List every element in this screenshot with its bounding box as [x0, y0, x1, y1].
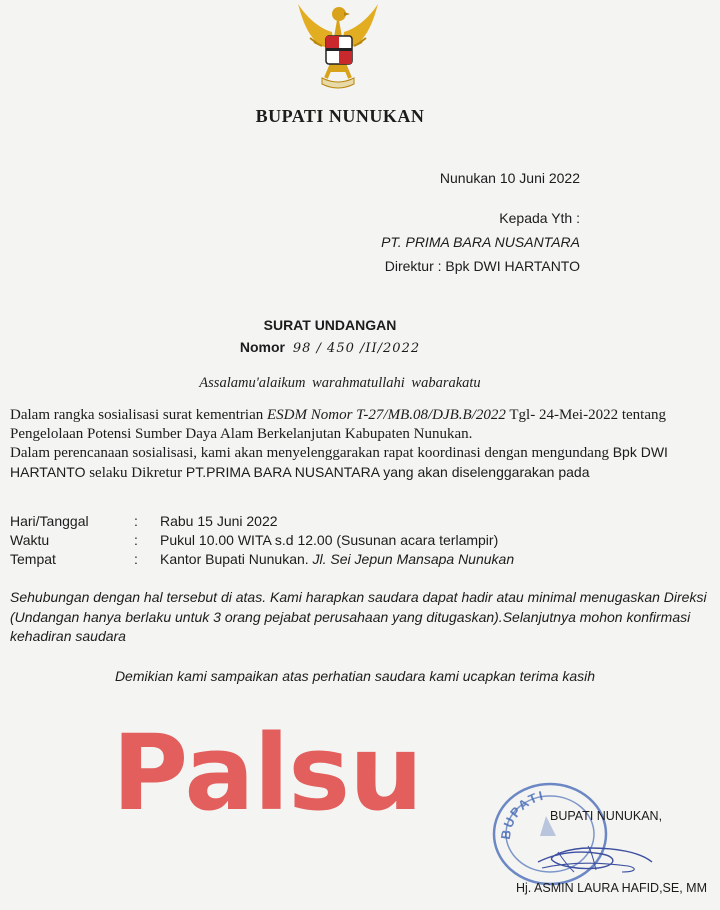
letter-date: Nunukan 10 Juni 2022 — [439, 170, 580, 186]
detail-label: Waktu — [10, 532, 50, 548]
signatory-name: Hj. ASMIN LAURA HAFID,SE, MM — [516, 881, 708, 895]
garuda-emblem-icon — [288, 2, 388, 94]
body-p2-text-end: yang akan diselenggarakan pada — [379, 463, 590, 480]
body-p1-text-end: Tgl- 24-Mei-2022 tentang Pengelolaan Potensi Sumber Daya Alam Berkelanjutan Kabupaten Nunukan. — [10, 407, 666, 442]
body-paragraph-2 — [10, 443, 710, 482]
fake-watermark: Palsu — [112, 712, 423, 834]
body-p2-invitee: Bpk DWI HARTANTO — [10, 444, 668, 480]
detail-label: Tempat — [10, 551, 56, 567]
detail-value: Pukul 10.00 WITA s.d 12.00 (Susunan acara terlampir) — [160, 532, 499, 548]
detail-row-place — [10, 550, 514, 569]
closing-paragraph: Sehubungan dengan hal tersebut di atas. Kami harapkan saudara dapat hadir atau minimal menugaskan Direksi (Undangan hanya berlaku untuk 3 orang pejabat perusahaan yang ditugaskan).Selanjutnya mohon konfirmasi kehadiran saudara — [10, 589, 707, 644]
recipient-director: Direktur : Bpk DWI HARTANTO — [384, 258, 580, 274]
recipient-block — [381, 206, 580, 278]
detail-colon: : — [134, 551, 138, 567]
letter-number-label: Nomor — [239, 339, 285, 355]
letter-title: SURAT UNDANGAN — [263, 317, 397, 333]
detail-value: Rabu 15 Juni 2022 — [160, 513, 278, 529]
recipient-to: Kepada Yth : — [499, 210, 580, 226]
greeting: Assalamu'alaikum warahmatullahi wabarakatu — [199, 375, 481, 391]
body-p2-role: selaku Dikretur — [85, 464, 186, 481]
body-paragraphs — [10, 406, 710, 482]
body-p1-reference: ESDM Nomor T-27/MB.08/DJB.B/2022 — [267, 407, 506, 423]
body-paragraph-1 — [10, 406, 710, 443]
event-details — [10, 512, 514, 569]
detail-value — [160, 550, 514, 569]
detail-colon: : — [134, 513, 138, 529]
letter-number-value: 98 / 450 /II/2022 — [292, 341, 421, 356]
detail-row-day — [10, 512, 514, 531]
stamp-ring-text: BUPATI — [497, 787, 547, 841]
body-p2-text: Dalam perencanaan sosialisasi, kami akan menyelenggarakan rapat koordinasi dengan mengundang — [10, 445, 613, 461]
body-p1-text: Dalam rangka sosialisasi surat kementrian — [10, 407, 268, 423]
closing-thanks: Demikian kami sampaikan atas perhatian saudara kami ucapkan terima kasih — [114, 668, 596, 684]
body-p2-company: PT.PRIMA BARA NUSANTARA — [185, 463, 380, 480]
letter-number — [0, 339, 660, 356]
signatory-title: BUPATI NUNUKAN, — [550, 809, 663, 823]
letterhead-title: BUPATI NUNUKAN — [255, 106, 425, 126]
place-address: Jl. Sei Jepun Mansapa Nunukan — [308, 551, 515, 567]
place-building: Kantor Bupati Nunukan. — [160, 551, 309, 567]
recipient-company: PT. PRIMA BARA NUSANTARA — [381, 234, 580, 250]
detail-colon: : — [134, 532, 138, 548]
detail-row-time — [10, 531, 514, 550]
detail-label: Hari/Tanggal — [10, 513, 89, 529]
